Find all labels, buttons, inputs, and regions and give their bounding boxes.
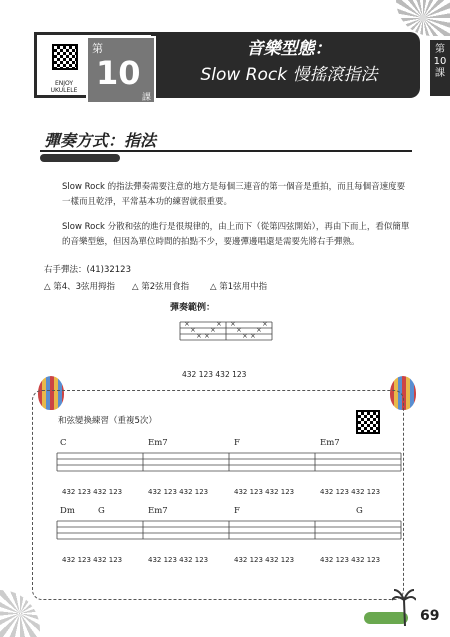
practice-tab-row1 — [56, 450, 402, 480]
bar-numbers-r2-1: 432 123 432 123 — [62, 556, 123, 564]
chord-row1-1: C — [60, 438, 67, 448]
right-hand-note-1: △ 第4、3弦用拇指 — [44, 282, 116, 292]
svg-text:×: × — [184, 320, 190, 328]
chord-row2-4: F — [234, 506, 240, 516]
bar-numbers-r1-4: 432 123 432 123 — [320, 488, 381, 496]
svg-text:×: × — [236, 326, 242, 334]
chapter-prefix: 第 — [92, 42, 103, 55]
bar-numbers-r2-2: 432 123 432 123 — [148, 556, 209, 564]
section-title: 彈奏方式：指法 — [44, 131, 157, 150]
chord-row2-3: Em7 — [148, 506, 168, 516]
example-tab — [178, 318, 274, 379]
practice-tab-row2-staff — [56, 518, 402, 544]
svg-text:×: × — [262, 320, 268, 328]
svg-text:×: × — [250, 332, 256, 340]
ukulele-icon — [40, 154, 120, 162]
chord-row2-2: G — [98, 506, 105, 516]
example-tab-staff — [178, 318, 274, 362]
logo-text: ENJOY UKULELE — [50, 80, 78, 94]
practice-tab-row2 — [56, 518, 402, 548]
chapter-title-line1: 音樂型態： — [246, 39, 332, 59]
qr-code-practice-icon — [356, 410, 380, 434]
bar-numbers-r1-2: 432 123 432 123 — [148, 488, 209, 496]
chapter-number: 10 — [96, 54, 141, 92]
bar-numbers-r1-3: 432 123 432 123 — [234, 488, 295, 496]
svg-text:×: × — [190, 326, 196, 334]
page-number: 69 — [420, 608, 440, 624]
bar-numbers-r2-4: 432 123 432 123 — [320, 556, 381, 564]
chord-row2-5: G — [356, 506, 363, 516]
sun-decoration — [396, 0, 450, 36]
svg-text:×: × — [230, 320, 236, 328]
right-hand-note-3: △ 第1弦用中指 — [210, 282, 268, 292]
chapter-suffix: 課 — [142, 93, 152, 103]
palm-tree-icon — [392, 586, 416, 626]
chord-row1-3: F — [234, 438, 240, 448]
chord-row2-1: Dm — [60, 506, 75, 516]
qr-code-icon — [52, 44, 78, 70]
section-divider — [40, 150, 412, 152]
svg-text:×: × — [204, 332, 210, 340]
chord-row1-4: Em7 — [320, 438, 340, 448]
chord-row1-2: Em7 — [148, 438, 168, 448]
right-hand-label: 右手彈法：(41)32123 — [44, 265, 131, 275]
right-hand-note-2: △ 第2弦用食指 — [132, 282, 190, 292]
side-chapter-tab: 第10課 — [430, 40, 450, 96]
chapter-title-line2: Slow Rock 慢搖滾指法 — [200, 65, 378, 85]
bar-numbers-r1-1: 432 123 432 123 — [62, 488, 123, 496]
practice-label: 和弦變換練習（重複5次） — [58, 416, 157, 426]
paragraph-1: Slow Rock 的指法彈奏需要注意的地方是每個三連音的第一個音是重拍，而且每個音速度要一樣而且乾淨，平常基本功的練習就很重要。 — [62, 182, 406, 207]
bar-numbers-r2-3: 432 123 432 123 — [234, 556, 295, 564]
svg-text:×: × — [216, 320, 222, 328]
svg-text:×: × — [196, 332, 202, 340]
example-numbers: 432 123 432 123 — [182, 370, 247, 379]
svg-text:×: × — [210, 326, 216, 334]
paragraph-2: Slow Rock 分散和弦的進行是很規律的，由上而下（從第四弦開始），再由下而上，看似簡單的音樂型態，但因為單位時間的拍點不少，要邊彈邊唱還是需要先將右手彈熟。 — [62, 222, 410, 247]
svg-text:×: × — [242, 332, 248, 340]
svg-text:×: × — [256, 326, 262, 334]
example-label: 彈奏範例： — [170, 303, 216, 313]
practice-tab-row1-staff — [56, 450, 402, 476]
